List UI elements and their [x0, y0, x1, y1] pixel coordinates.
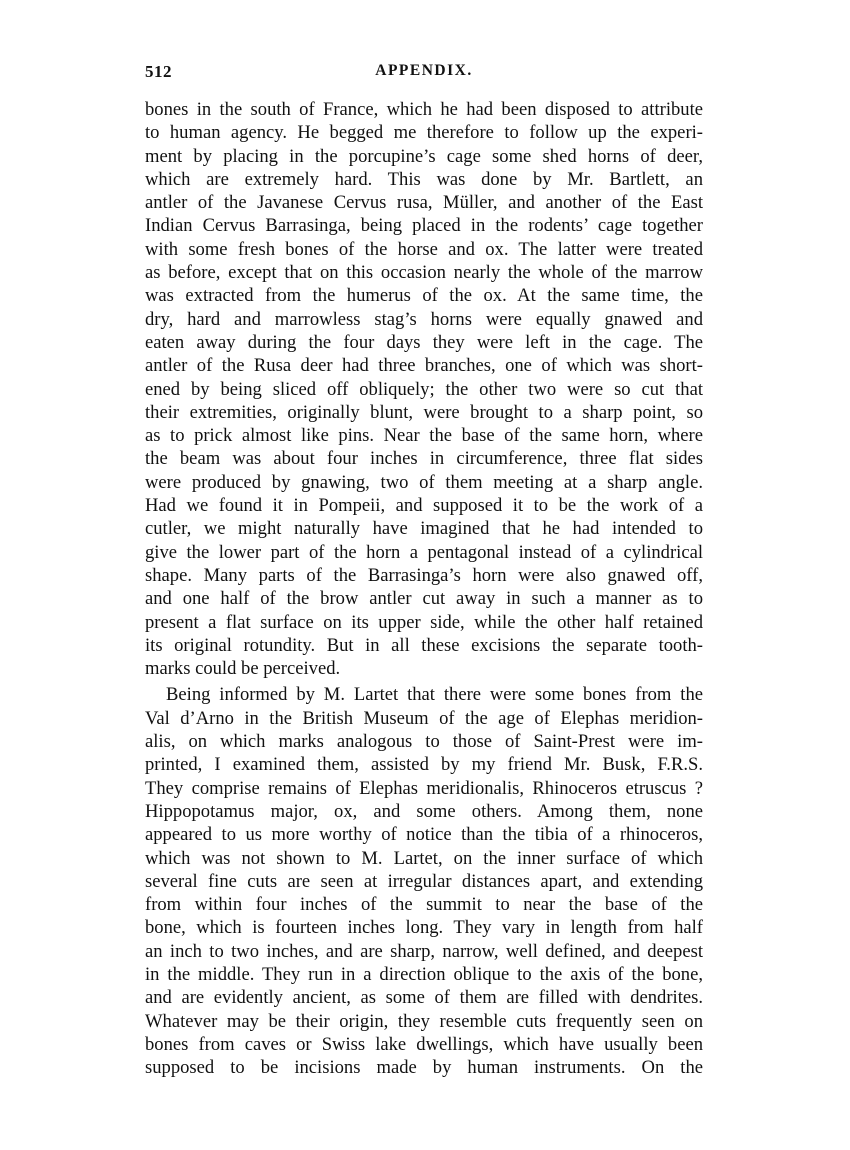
text-line: and are evidently ancient, as some of them are filled with dendrites.	[145, 987, 703, 1009]
text-line: as to prick almost like pins. Near the base of the same horn, where	[145, 425, 703, 447]
text-line: which was not shown to M. Lartet, on the inner surface of which	[145, 847, 703, 869]
text-line: Val d’Arno in the British Museum of the age of Elephas meridion-	[145, 707, 703, 729]
text-line: ment by placing in the porcupine’s cage some shed horns of deer,	[145, 145, 703, 167]
page-number: 512	[145, 62, 172, 81]
text-line: appeared to us more worthy of notice than the tibia of a rhinoceros,	[145, 824, 703, 846]
text-line: were produced by gnawing, two of them meeting at a sharp angle.	[145, 471, 703, 493]
text-line: marks could be perceived.	[145, 658, 341, 680]
text-line: alis, on which marks analogous to those of Saint-Prest were im-	[145, 731, 703, 753]
text-line: an inch to two inches, and are sharp, narrow, well defined, and deepest	[145, 940, 703, 962]
text-line: from within four inches of the summit to near the base of the	[145, 894, 703, 916]
text-line: in the middle. They run in a direction oblique to the axis of the bone,	[145, 963, 703, 985]
text-line: Had we found it in Pompeii, and supposed it to be the work of a	[145, 495, 703, 517]
text-line: which are extremely hard. This was done by Mr. Bartlett, an	[145, 168, 703, 190]
page-header	[145, 62, 703, 86]
text-line: Being informed by M. Lartet that there were some bones from the	[166, 684, 703, 706]
text-line: bones in the south of France, which he had been disposed to attribute	[145, 99, 703, 120]
text-line: printed, I examined them, assisted by my friend Mr. Busk, F.R.S.	[145, 754, 703, 776]
text-line: and one half of the brow antler cut away in such a manner as to	[145, 588, 703, 610]
text-line: shape. Many parts of the Barrasinga’s horn were also gnawed off,	[145, 564, 703, 586]
text-line: eaten away during the four days they were left in the cage. The	[145, 331, 703, 353]
text-line: give the lower part of the horn a pentagonal instead of a cylindrical	[145, 541, 703, 563]
text-line: Indian Cervus Barrasinga, being placed in the rodents’ cage together	[145, 215, 703, 237]
text-line: their extremities, originally blunt, were brought to a sharp point, so	[145, 401, 703, 423]
text-line: antler of the Rusa deer had three branches, one of which was short-	[145, 355, 703, 377]
text-line: several fine cuts are seen at irregular distances apart, and extending	[145, 870, 703, 892]
text-line: the beam was about four inches in circumference, three flat sides	[145, 448, 703, 470]
text-line: to human agency. He begged me therefore to follow up the experi-	[145, 122, 703, 144]
text-line: was extracted from the humerus of the ox. At the same time, the	[145, 285, 703, 307]
text-line: with some fresh bones of the horse and ox. The latter were treated	[145, 238, 703, 260]
text-line: dry, hard and marrowless stag’s horns were equally gnawed and	[145, 308, 703, 330]
text-line: ened by being sliced off obliquely; the other two were so cut that	[145, 378, 703, 400]
text-line: bones from caves or Swiss lake dwellings, which have usually been	[145, 1033, 703, 1055]
body-text	[145, 98, 703, 1079]
text-line: Hippopotamus major, ox, and some others. Among them, none	[145, 800, 703, 822]
text-line: supposed to be incisions made by human instruments. On the	[145, 1057, 703, 1079]
text-line: its original rotundity. But in all these excisions the separate tooth-	[145, 634, 703, 656]
text-line: Whatever may be their origin, they resemble cuts frequently seen on	[145, 1010, 703, 1032]
text-line: bone, which is fourteen inches long. They vary in length from half	[145, 917, 703, 939]
text-line: antler of the Javanese Cervus rusa, Müller, and another of the East	[145, 192, 703, 214]
text-line: present a flat surface on its upper side, while the other half retained	[145, 611, 703, 633]
running-head: APPENDIX.	[375, 62, 473, 79]
text-line: They comprise remains of Elephas meridionalis, Rhinoceros etruscus ?	[145, 777, 703, 799]
text-line: as before, except that on this occasion nearly the whole of the marrow	[145, 262, 703, 284]
text-line: cutler, we might naturally have imagined that he had intended to	[145, 518, 703, 540]
